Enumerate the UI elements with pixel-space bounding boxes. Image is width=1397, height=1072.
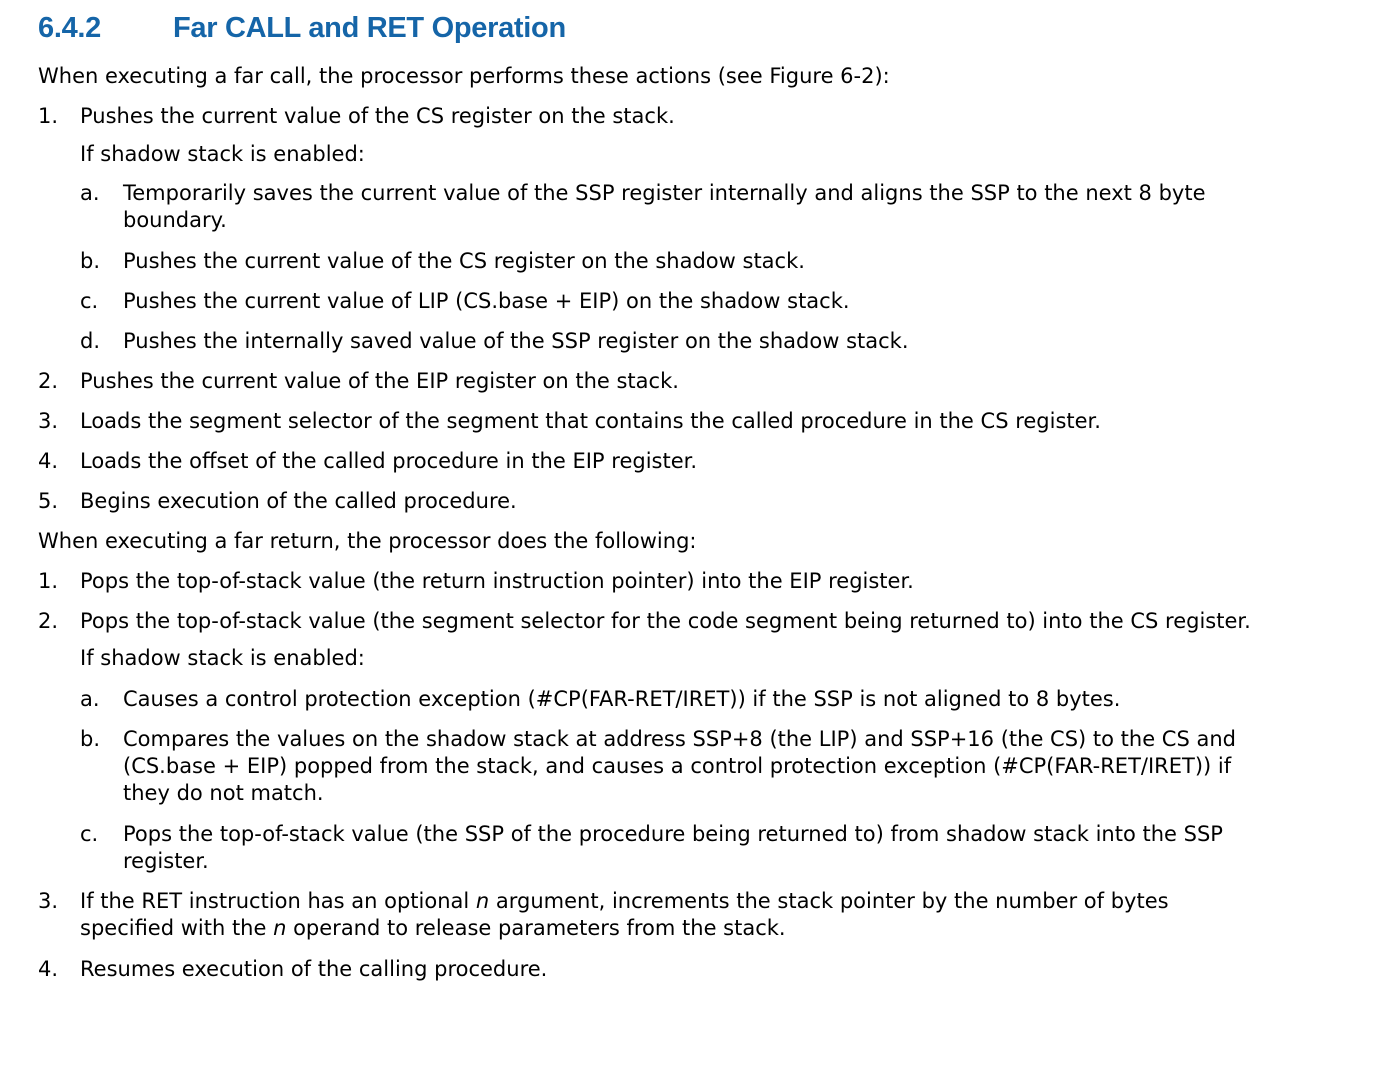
ret-intro: When executing a far return, the processor does the following:	[38, 529, 697, 553]
list-label: 5.	[38, 489, 59, 513]
list-text: Pushes the current value of the CS register on the shadow stack.	[123, 249, 805, 273]
call-intro: When executing a far call, the processor performs these actions (see Figure 6-2):	[38, 64, 890, 88]
list-label: c.	[80, 289, 99, 313]
list-text: Loads the offset of the called procedure in the EIP register.	[80, 449, 697, 473]
list-label: c.	[80, 822, 99, 846]
list-label: 4.	[38, 449, 59, 473]
list-text	[80, 888, 1169, 915]
list-text: Causes a control protection exception (#CP(FAR-RET/IRET)) if the SSP is not aligned to 8 bytes.	[123, 687, 1121, 711]
list-text: Temporarily saves the current value of the SSP register internally and aligns the SSP to the next 8 byte	[123, 181, 1206, 205]
list-text: Loads the segment selector of the segment that contains the called procedure in the CS register.	[80, 409, 1101, 433]
text-fragment: argument, increments the stack pointer by the number of bytes	[489, 889, 1169, 913]
ret-shadow-intro: If shadow stack is enabled:	[80, 646, 365, 670]
list-text: Resumes execution of the calling procedure.	[80, 957, 548, 981]
list-text	[80, 915, 786, 942]
list-label: b.	[80, 249, 101, 273]
text-fragment: operand to release parameters from the stack.	[286, 916, 786, 940]
list-text: Pushes the current value of the EIP register on the stack.	[80, 369, 679, 393]
list-label: d.	[80, 329, 101, 353]
section-heading	[38, 12, 566, 45]
text-fragment: specified with the	[80, 916, 274, 940]
list-label: 3.	[38, 409, 59, 433]
list-text: Pushes the current value of the CS register on the stack.	[80, 104, 675, 128]
list-text: Compares the values on the shadow stack at address SSP+8 (the LIP) and SSP+16 (the CS) to the CS and	[123, 727, 1236, 751]
list-text: Pushes the internally saved value of the SSP register on the shadow stack.	[123, 329, 909, 353]
list-label: a.	[80, 687, 100, 711]
section-number: 6.4.2	[38, 12, 101, 44]
list-label: 2.	[38, 369, 59, 393]
section-title: Far CALL and RET Operation	[173, 12, 566, 44]
variable-n: n	[475, 889, 490, 913]
list-text: Pops the top-of-stack value (the return instruction pointer) into the EIP register.	[80, 569, 914, 593]
list-label: 2.	[38, 609, 59, 633]
list-text: Begins execution of the called procedure.	[80, 489, 517, 513]
list-text: register.	[123, 849, 209, 873]
list-label: a.	[80, 181, 100, 205]
list-text: Pops the top-of-stack value (the SSP of the procedure being returned to) from shadow stack into the SSP	[123, 822, 1223, 846]
list-text: (CS.base + EIP) popped from the stack, and causes a control protection exception (#CP(FAR-RET/IRET)) if	[123, 754, 1232, 778]
list-text: Pushes the current value of LIP (CS.base + EIP) on the shadow stack.	[123, 289, 850, 313]
call-shadow-intro: If shadow stack is enabled:	[80, 142, 365, 166]
list-label: 1.	[38, 569, 59, 593]
text-fragment: If the RET instruction has an optional	[80, 889, 476, 913]
list-label: 4.	[38, 957, 59, 981]
list-label: 1.	[38, 104, 59, 128]
list-label: 3.	[38, 889, 59, 913]
list-text: Pops the top-of-stack value (the segment selector for the code segment being returned to) into the CS register.	[80, 609, 1251, 633]
list-text: they do not match.	[123, 781, 324, 805]
variable-n: n	[273, 916, 287, 940]
list-label: b.	[80, 727, 101, 751]
list-text: boundary.	[123, 208, 227, 232]
